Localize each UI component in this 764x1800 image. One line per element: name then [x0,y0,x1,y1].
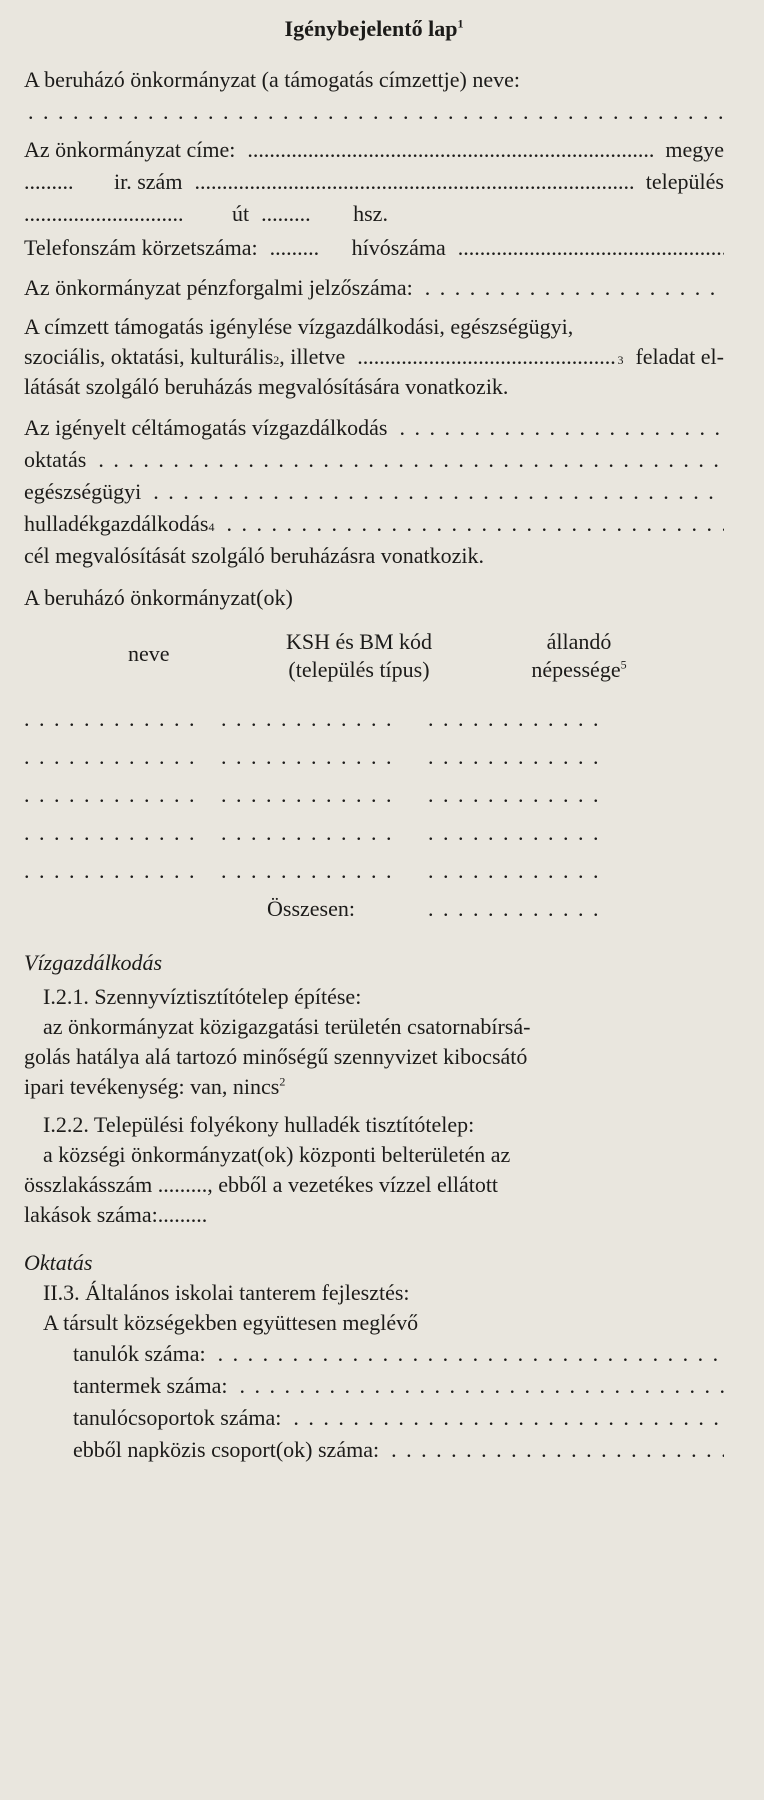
classrooms-field[interactable] [240,1370,724,1402]
zip-number-field[interactable] [194,166,633,198]
footnote-marker: 1 [457,16,464,31]
request-line-3: látását szolgáló beruházás megvalósítására vonatkozik. [24,374,509,399]
street-row [24,198,724,230]
water-i22-line2 [24,1170,724,1200]
water-i21-title: I.2.1. Szennyvíztisztítótelep építése: [43,984,362,1009]
table-row [24,732,724,770]
total-label: Összesen: [267,896,355,921]
daycare-groups-label: ebből napközis csoport(ok) száma: [73,1437,380,1462]
request-text: feladat el- [635,344,724,369]
table-row [24,808,724,846]
bank-row [24,272,724,304]
water-i22-title: I.2.2. Települési folyékony hulladék tisztítótelep: [43,1112,475,1137]
water-i22-line3 [24,1200,724,1230]
name-cell[interactable] [24,820,194,846]
target-label: Az igényelt céltámogatás vízgazdálkodás [24,415,388,440]
section-education-heading: Oktatás [24,1250,93,1275]
table-heading: A beruházó önkormányzat(ok) [24,585,293,610]
groups-row [24,1402,724,1434]
phone-area-field[interactable]: ......... [269,235,320,260]
settlement-label: település [645,169,724,194]
population-cell[interactable] [428,820,598,846]
zip-label: ir. szám [114,169,183,194]
target-waste-row: hulladékgazdálkodás 4 . . . [24,508,724,540]
waste-label: hulladékgazdálkodás [24,511,209,536]
target-health-field[interactable] [153,476,724,508]
col-name-header: neve [128,641,170,666]
request-paragraph [24,312,724,402]
water-i22-text: , ebből a vezetékes vízzel ellátott [207,1172,499,1197]
groups-field[interactable] [293,1402,724,1434]
target-water-row [24,412,724,444]
phone-number-label: hívószáma [351,235,446,260]
health-label: egészségügyi [24,479,142,504]
population-cell[interactable] [428,706,598,732]
target-education-field[interactable] [98,444,724,476]
education-ii3-line1: A társult községekben együttesen meglévő [43,1310,419,1335]
zip-field[interactable]: ......... [24,169,74,194]
education-ii3-title: II.3. Általános iskolai tanterem fejlesztés: [43,1280,410,1305]
col-code-line2: (település típus) [288,657,430,682]
col-population-line2 [474,656,684,684]
investor-name-label: A beruházó önkormányzat (a támogatás címzettje) neve: [24,67,521,92]
daycare-groups-row [24,1434,724,1466]
form-title [24,16,724,42]
request-line-1: A címzett támogatás igénylése vízgazdálkodási, egészségügyi, [24,314,574,339]
code-cell[interactable] [221,858,401,884]
water-i21-line3 [24,1072,724,1102]
street-label: út [232,201,250,226]
col-population-text: népessége [531,657,621,682]
dwelling-count-field[interactable]: ......... [157,1172,208,1197]
table-row [24,770,724,808]
water-i21-text: ipari tevékenység: van, nincs [24,1074,280,1099]
target-closing: cél megvalósítását szolgáló beruházásra vonatkozik. [24,543,484,568]
footnote-marker: 5 [620,657,627,672]
table-body [24,694,724,884]
zip-row [24,166,724,198]
water-i22-line1: a községi önkormányzat(ok) központi belterületén az [43,1142,511,1167]
megye-label: megye [665,137,724,162]
other-task-field[interactable] [357,342,617,372]
students-row [24,1338,724,1370]
students-field[interactable] [218,1338,724,1370]
code-cell[interactable] [221,744,401,770]
name-cell[interactable] [24,858,194,884]
bank-field[interactable] [425,272,724,304]
water-i22-text: lakások száma: [24,1202,158,1227]
address-field[interactable] [247,134,653,166]
request-line-2: szociális, oktatási, kulturális 2 , illetve ..... 3 feladat el- [24,342,724,372]
settlement-field[interactable]: ............................. [24,201,184,226]
water-i21-line1: az önkormányzat közigazgatási területén csatornabírsá- [43,1014,531,1039]
population-cell[interactable] [428,744,598,770]
daycare-groups-field[interactable] [391,1434,724,1466]
address-row [24,134,724,166]
section-water-heading: Vízgazdálkodás [24,950,163,975]
target-health-row [24,476,724,508]
request-text: , illetve [279,344,346,369]
water-i22-paragraph [24,1140,724,1230]
classrooms-row [24,1370,724,1402]
groups-label: tanulócsoportok száma: [73,1405,282,1430]
target-water-field[interactable] [399,412,724,444]
target-waste-field[interactable] [227,508,725,540]
total-row [24,896,724,922]
name-cell[interactable] [24,782,194,808]
connected-dwellings-field[interactable]: ......... [157,1202,208,1227]
investor-name-field[interactable] [24,96,724,128]
code-cell[interactable] [221,820,401,846]
title-text: Igénybejelentő lap [284,16,458,41]
education-label: oktatás [24,447,87,472]
footnote-marker: 2 [279,1074,286,1089]
population-cell[interactable] [428,782,598,808]
classrooms-label: tantermek száma: [73,1373,228,1398]
phone-row [24,232,724,264]
col-population-line1: állandó [546,629,612,654]
students-label: tanulók száma: [73,1341,206,1366]
col-code-line1: KSH és BM kód [285,629,433,654]
water-i21-line2: golás hatálya alá tartozó minőségű szennyvizet kibocsátó [24,1044,528,1069]
total-field[interactable] [428,896,598,922]
name-cell[interactable] [24,706,194,732]
bank-label: Az önkormányzat pénzforgalmi jelzőszáma: [24,275,413,300]
house-number-label: hsz. [353,201,388,226]
table-row [24,694,724,732]
address-label: Az önkormányzat címe: [24,137,236,162]
street-field[interactable]: ......... [261,201,311,226]
name-cell[interactable] [24,744,194,770]
col-population-header [474,628,684,684]
water-i22-text: összlakásszám [24,1172,153,1197]
phone-number-field[interactable] [458,232,724,264]
population-cell[interactable] [428,858,598,884]
request-text: szociális, oktatási, kulturális [24,344,274,369]
code-cell[interactable] [221,782,401,808]
table-header [24,628,724,684]
target-education-row [24,444,724,476]
code-cell[interactable] [221,706,401,732]
table-row [24,846,724,884]
col-code-header [244,628,474,684]
water-i21-paragraph [24,1012,724,1102]
phone-area-label: Telefonszám körzetszáma: [24,235,258,260]
